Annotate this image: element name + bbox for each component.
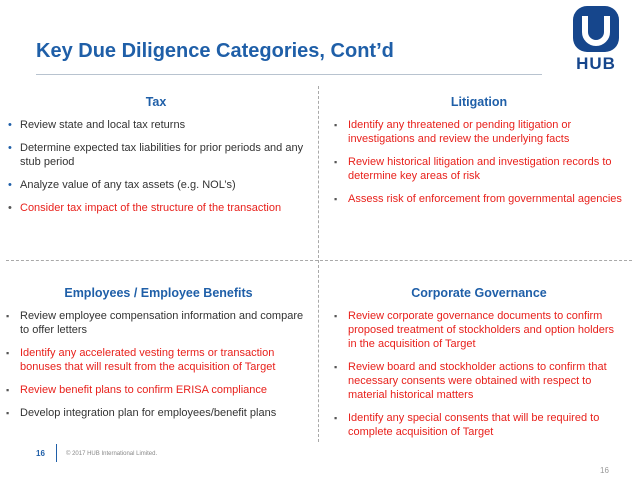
vertical-divider	[318, 86, 319, 442]
footer-divider	[56, 444, 57, 462]
tax-heading: Tax	[145, 95, 167, 109]
bullet-icon: ▪	[6, 408, 10, 418]
list-item: ▪ Review historical litigation and investigation records to determine key areas of risk	[334, 156, 612, 182]
hub-logo	[563, 6, 629, 78]
employees-list	[6, 309, 311, 420]
list-item: ▪ Review employee compensation information and compare to offer letters	[6, 310, 304, 336]
bullet-icon: ▪	[334, 157, 338, 167]
list-item: • Analyze value of any tax assets (e.g. NOL’s)	[8, 179, 236, 191]
bullet-icon: •	[8, 202, 12, 214]
litigation-list	[334, 118, 624, 206]
logo-text: HUB	[576, 54, 616, 73]
tax-list	[6, 118, 306, 215]
bullet-icon: ▪	[6, 311, 10, 321]
list-item: ▪ Review board and stockholder actions to confirm that necessary consents were obtained with respect to material historical matters	[334, 361, 607, 401]
tax-section	[6, 95, 306, 224]
litigation-heading: Litigation	[450, 95, 508, 109]
list-item: ▪ Review corporate governance documents to confirm proposed treatment of stockholders and option holders in the acquisition of Target	[334, 310, 614, 350]
title-underline	[36, 74, 542, 75]
bullet-icon: •	[8, 119, 12, 131]
list-item: ▪ Review benefit plans to confirm ERISA compliance	[6, 384, 268, 396]
list-item: • Review state and local tax returns	[8, 119, 186, 131]
footer-slide-number: 16	[36, 449, 45, 458]
governance-heading: Corporate Governance	[411, 286, 547, 300]
hub-logo-mark-icon	[563, 6, 629, 56]
bullet-icon: ▪	[334, 311, 338, 321]
list-item: • Determine expected tax liabilities for prior periods and any stub period	[8, 142, 304, 168]
bullet-icon: ▪	[334, 413, 338, 423]
bullet-icon: ▪	[334, 194, 338, 204]
bullet-icon: ▪	[6, 385, 10, 395]
litigation-section	[334, 95, 624, 215]
slide-title: Key Due Diligence Categories, Cont’d	[36, 40, 394, 62]
employees-section	[6, 286, 311, 429]
copyright-text: © 2017 HUB International Limited.	[66, 451, 158, 457]
governance-section	[334, 286, 624, 448]
employees-heading: Employees / Employee Benefits	[64, 286, 253, 300]
horizontal-divider	[6, 260, 632, 261]
list-item: • Consider tax impact of the structure of the transaction	[8, 202, 282, 214]
list-item: ▪ Assess risk of enforcement from governmental agencies	[334, 193, 622, 205]
governance-list	[334, 309, 624, 439]
bullet-icon: ▪	[334, 120, 338, 130]
bullet-icon: •	[8, 179, 12, 191]
bullet-icon: ▪	[6, 348, 10, 358]
list-item: ▪ Develop integration plan for employees/benefit plans	[6, 407, 277, 419]
list-item: ▪ Identify any special consents that will be required to complete acquisition of Target	[334, 412, 600, 438]
list-item: ▪ Identify any threatened or pending litigation or investigations and review the underlying facts	[334, 119, 572, 145]
bullet-icon: •	[8, 142, 12, 154]
list-item: ▪ Identify any accelerated vesting terms or transaction bonuses that will result from the acquisition of Target	[6, 347, 276, 373]
bullet-icon: ▪	[334, 362, 338, 372]
page-number: 16	[600, 466, 609, 475]
